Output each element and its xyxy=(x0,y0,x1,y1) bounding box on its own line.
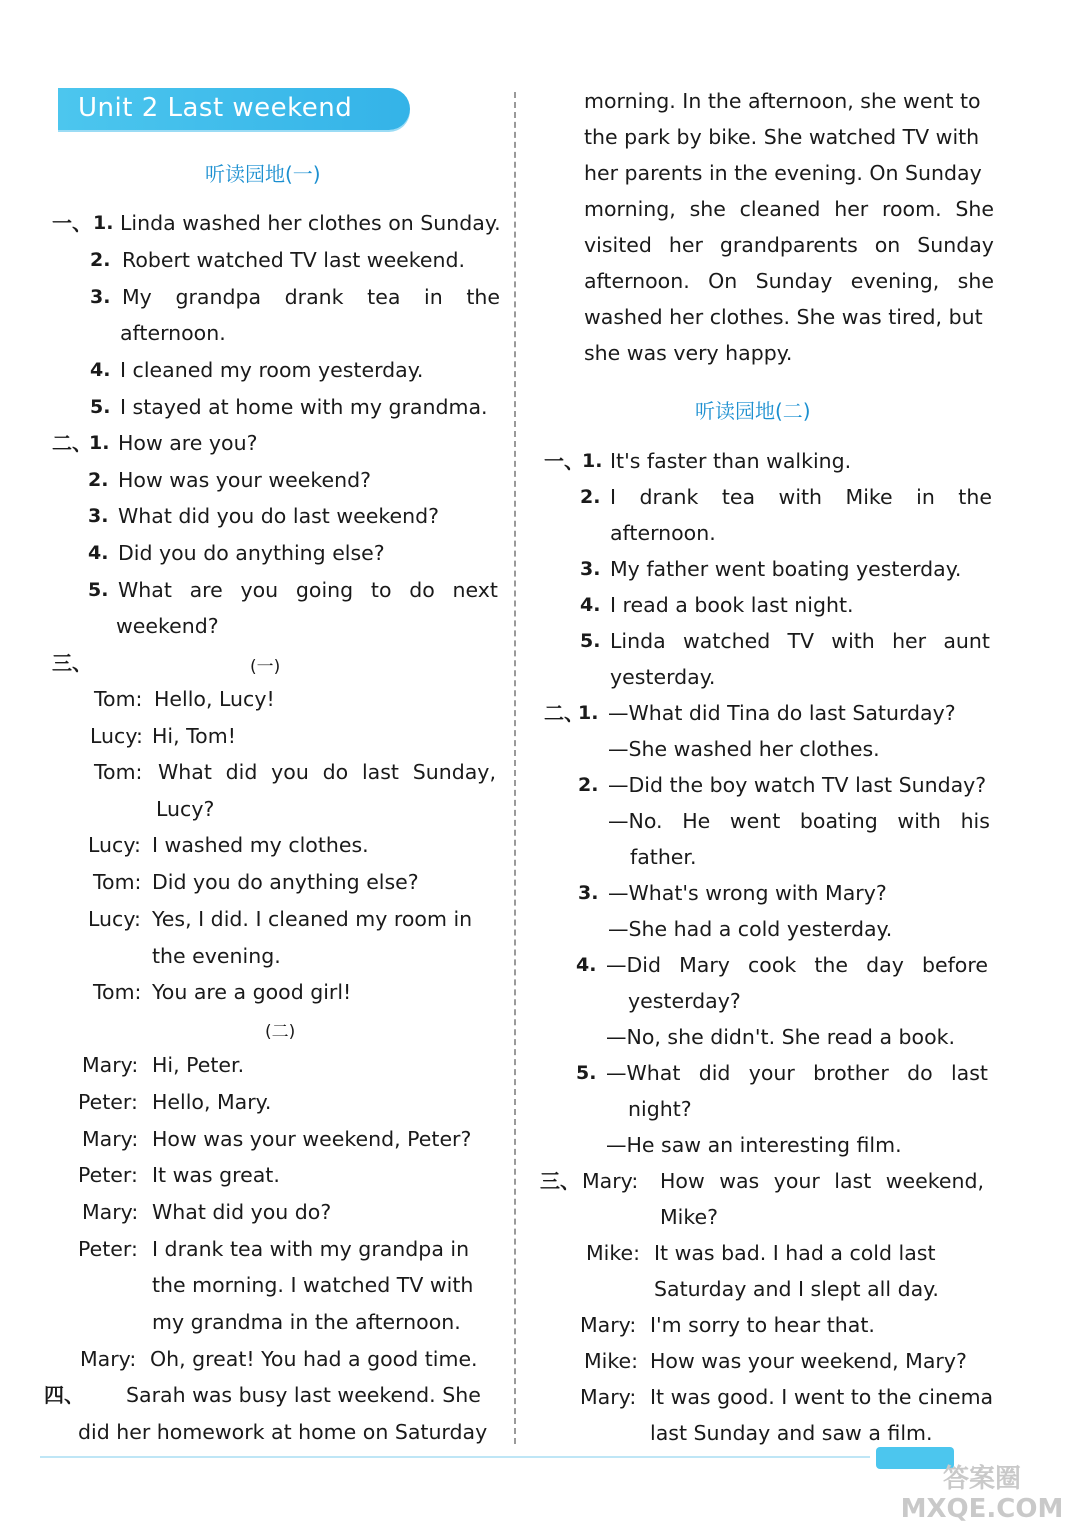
dialogue-line: Hi, Tom! xyxy=(152,724,236,748)
word: afternoon. xyxy=(584,269,690,293)
part-label: (二) xyxy=(265,1022,296,1042)
passage-line: morning. In the afternoon, she went to xyxy=(584,89,981,113)
item-number: 3. xyxy=(88,505,109,527)
item-number: 3. xyxy=(90,286,111,308)
word: visited xyxy=(584,233,652,257)
watermark-logo xyxy=(896,1464,1068,1530)
dialogue-line xyxy=(660,1168,984,1194)
dialogue-line xyxy=(158,759,496,785)
speaker-label: Mary: xyxy=(80,1347,137,1371)
answer-line xyxy=(610,484,992,510)
item-number: 5. xyxy=(576,1062,597,1084)
speaker-label: Peter: xyxy=(78,1090,138,1114)
word: with xyxy=(778,485,823,509)
section-mark-three: 三、 xyxy=(52,651,92,675)
footer-rule xyxy=(40,1456,870,1458)
word: cleaned xyxy=(739,197,821,221)
word: room. xyxy=(882,197,942,221)
answer-line: How was your weekend? xyxy=(118,468,372,492)
dialogue-line: Hello, Mary. xyxy=(152,1090,272,1114)
word: boating xyxy=(799,809,878,833)
word: are xyxy=(189,578,223,602)
word: —Did xyxy=(606,953,661,977)
item-number: 1. xyxy=(578,702,599,724)
word: the xyxy=(466,285,500,309)
item-number: 4. xyxy=(576,954,597,976)
word: with xyxy=(831,629,875,653)
word: drank xyxy=(639,485,699,509)
item-number: 2. xyxy=(88,469,109,491)
dialogue-line: You are a good girl! xyxy=(152,980,352,1004)
word: evening, xyxy=(850,269,940,293)
word: his xyxy=(960,809,990,833)
dialogue-line: Hi, Peter. xyxy=(152,1053,245,1077)
item-number: 1. xyxy=(93,212,114,234)
word: —What xyxy=(606,1061,681,1085)
passage-line: washed her clothes. She was tired, but xyxy=(584,305,983,329)
dialogue-line: Hello, Lucy! xyxy=(154,687,275,711)
passage-line xyxy=(584,268,994,294)
word: her xyxy=(834,197,869,221)
item-number: 2. xyxy=(580,486,601,508)
answer-line: weekend? xyxy=(116,614,219,638)
section-title-listen1: 听读园地(一) xyxy=(205,162,321,186)
section-title-listen2: 听读园地(二) xyxy=(695,399,811,423)
item-number: 4. xyxy=(90,359,111,381)
dialogue-line: I washed my clothes. xyxy=(152,833,369,857)
word: last xyxy=(950,1061,988,1085)
answer-line xyxy=(122,284,500,310)
word: in xyxy=(424,285,443,309)
dialogue-line: How was your weekend, Mary? xyxy=(650,1349,967,1373)
passage-line: her parents in the evening. On Sunday xyxy=(584,161,982,185)
section-mark-two: 二、 xyxy=(544,701,584,725)
dialogue-line: —What's wrong with Mary? xyxy=(608,881,887,905)
dialogue-line: yesterday? xyxy=(628,989,741,1013)
speaker-label: Tom: xyxy=(93,980,142,1004)
answer-line: I read a book last night. xyxy=(610,593,854,617)
answer-line xyxy=(118,577,498,603)
answer-line: I stayed at home with my grandma. xyxy=(120,395,488,419)
word: before xyxy=(921,953,988,977)
dialogue-line xyxy=(606,952,988,978)
speaker-label: Mary: xyxy=(82,1127,139,1151)
word: do xyxy=(907,1061,933,1085)
dialogue-line: —Did the boy watch TV last Sunday? xyxy=(608,773,987,797)
item-number: 4. xyxy=(88,542,109,564)
dialogue-line: Lucy? xyxy=(156,797,215,821)
word: on xyxy=(874,233,901,257)
passage-line: Sarah was busy last weekend. She xyxy=(126,1383,481,1407)
dialogue-line: —He saw an interesting film. xyxy=(606,1133,902,1157)
speaker-label: Mary: xyxy=(582,1169,639,1193)
speaker-label: Peter: xyxy=(78,1163,138,1187)
word: went xyxy=(729,809,781,833)
item-number: 5. xyxy=(90,396,111,418)
word: weekend, xyxy=(885,1169,984,1193)
word: grandparents xyxy=(719,233,858,257)
dialogue-line: How was your weekend, Peter? xyxy=(152,1127,472,1151)
word: drank xyxy=(284,285,344,309)
dialogue-line: I'm sorry to hear that. xyxy=(650,1313,875,1337)
word: she xyxy=(957,269,994,293)
word: day xyxy=(866,953,904,977)
item-number: 2. xyxy=(578,774,599,796)
dialogue-line: It was bad. I had a cold last xyxy=(654,1241,936,1265)
word: last xyxy=(361,760,399,784)
passage-line: the park by bike. She watched TV with xyxy=(584,125,980,149)
word: did xyxy=(225,760,258,784)
dialogue-line: the evening. xyxy=(152,944,281,968)
word: with xyxy=(897,809,941,833)
section-mark-one: 一、 xyxy=(52,211,92,235)
speaker-label: Tom: xyxy=(94,760,143,784)
speaker-label: Lucy: xyxy=(88,907,141,931)
section-mark-two: 二、 xyxy=(52,431,92,455)
word: What xyxy=(158,760,212,784)
word: her xyxy=(892,629,927,653)
dialogue-line xyxy=(606,1060,988,1086)
speaker-label: Tom: xyxy=(94,687,143,711)
answer-line: afternoon. xyxy=(610,521,716,545)
unit-title: Unit 2 Last weekend xyxy=(78,93,353,123)
word: did xyxy=(698,1061,731,1085)
section-mark-three: 三、 xyxy=(540,1169,580,1193)
word: I xyxy=(610,485,617,509)
word: the xyxy=(814,953,849,977)
dialogue-line: What did you do? xyxy=(152,1200,332,1224)
dialogue-line: Oh, great! You had a good time. xyxy=(150,1347,478,1371)
word: her xyxy=(668,233,703,257)
item-number: 2. xyxy=(90,249,111,271)
word: next xyxy=(452,578,498,602)
column-divider xyxy=(514,92,516,1444)
dialogue-line: Yes, I did. I cleaned my room in xyxy=(152,907,473,931)
word: your xyxy=(773,1169,820,1193)
speaker-label: Tom: xyxy=(93,870,142,894)
word: you xyxy=(240,578,279,602)
answer-line: Robert watched TV last weekend. xyxy=(122,248,466,272)
word: she xyxy=(689,197,726,221)
dialogue-line: father. xyxy=(630,845,697,869)
answer-line: afternoon. xyxy=(120,321,226,345)
word: How xyxy=(660,1169,705,1193)
word: What xyxy=(118,578,172,602)
dialogue-line: I drank tea with my grandpa in xyxy=(152,1237,470,1261)
speaker-label: Mike: xyxy=(586,1241,641,1265)
item-number: 5. xyxy=(88,579,109,601)
word: —No. xyxy=(608,809,663,833)
passage-line: she was very happy. xyxy=(584,341,793,365)
dialogue-line: last Sunday and saw a film. xyxy=(650,1421,933,1445)
speaker-label: Mary: xyxy=(82,1200,139,1224)
word: She xyxy=(955,197,994,221)
dialogue-line: the morning. I watched TV with xyxy=(152,1273,474,1297)
answer-line: How are you? xyxy=(118,431,258,455)
dialogue-line: Did you do anything else? xyxy=(152,870,419,894)
word: tea xyxy=(367,285,401,309)
passage-line: did her homework at home on Saturday xyxy=(78,1420,488,1444)
word: do xyxy=(322,760,349,784)
word: watched xyxy=(682,629,771,653)
word: do xyxy=(409,578,435,602)
dialogue-line: my grandma in the afternoon. xyxy=(152,1310,461,1334)
answer-line: Linda washed her clothes on Sunday. xyxy=(120,211,501,235)
part-label: (一) xyxy=(250,657,281,677)
dialogue-line: It was great. xyxy=(152,1163,280,1187)
word: the xyxy=(958,485,992,509)
item-number: 1. xyxy=(582,450,603,472)
dialogue-line: night? xyxy=(628,1097,692,1121)
dialogue-line: —What did Tina do last Saturday? xyxy=(608,701,956,725)
word: was xyxy=(719,1169,760,1193)
word: Sunday xyxy=(755,269,833,293)
speaker-label: Mary: xyxy=(82,1053,139,1077)
answer-line xyxy=(610,628,990,654)
word: you xyxy=(271,760,309,784)
answer-line: yesterday. xyxy=(610,665,716,689)
word: On xyxy=(708,269,738,293)
word: cook xyxy=(748,953,797,977)
watermark-bottom: MXQE.COM xyxy=(900,1494,1064,1524)
word: your xyxy=(748,1061,795,1085)
item-number: 1. xyxy=(89,432,110,454)
word: He xyxy=(682,809,711,833)
word: going xyxy=(295,578,354,602)
word: to xyxy=(370,578,392,602)
word: Mary xyxy=(679,953,730,977)
section-mark-four: 四、 xyxy=(44,1383,84,1407)
item-number: 3. xyxy=(580,558,601,580)
answer-line: What did you do last weekend? xyxy=(118,504,439,528)
word: last xyxy=(834,1169,872,1193)
dialogue-line xyxy=(608,808,990,834)
word: grandpa xyxy=(175,285,262,309)
speaker-label: Mary: xyxy=(580,1313,637,1337)
word: in xyxy=(916,485,935,509)
dialogue-line: It was good. I went to the cinema xyxy=(650,1385,994,1409)
dialogue-line: —No, she didn't. She read a book. xyxy=(606,1025,956,1049)
passage-line xyxy=(584,196,994,222)
answer-line: My father went boating yesterday. xyxy=(610,557,962,581)
word: Sunday xyxy=(917,233,994,257)
word: brother xyxy=(813,1061,889,1085)
passage-line xyxy=(584,232,994,258)
word: TV xyxy=(787,629,815,653)
speaker-label: Mary: xyxy=(580,1385,637,1409)
dialogue-line: Mike? xyxy=(660,1205,719,1229)
answer-line: It's faster than walking. xyxy=(610,449,852,473)
item-number: 5. xyxy=(580,630,601,652)
speaker-label: Lucy: xyxy=(88,833,141,857)
speaker-label: Peter: xyxy=(78,1237,138,1261)
word: Sunday, xyxy=(412,760,496,784)
dialogue-line: —She washed her clothes. xyxy=(608,737,880,761)
speaker-label: Lucy: xyxy=(90,724,143,748)
unit-title-banner xyxy=(58,88,410,130)
dialogue-line: —She had a cold yesterday. xyxy=(608,917,893,941)
answer-line: I cleaned my room yesterday. xyxy=(120,358,424,382)
word: My xyxy=(122,285,152,309)
dialogue-line: Saturday and I slept all day. xyxy=(654,1277,939,1301)
section-mark-one: 一、 xyxy=(544,449,584,473)
item-number: 3. xyxy=(578,882,599,904)
item-number: 4. xyxy=(580,594,601,616)
word: Mike xyxy=(845,485,893,509)
answer-line: Did you do anything else? xyxy=(118,541,385,565)
word: Linda xyxy=(610,629,666,653)
watermark-top: 答案圈 xyxy=(942,1464,1021,1494)
word: tea xyxy=(721,485,756,509)
word: aunt xyxy=(943,629,990,653)
word: morning, xyxy=(584,197,676,221)
speaker-label: Mike: xyxy=(584,1349,639,1373)
